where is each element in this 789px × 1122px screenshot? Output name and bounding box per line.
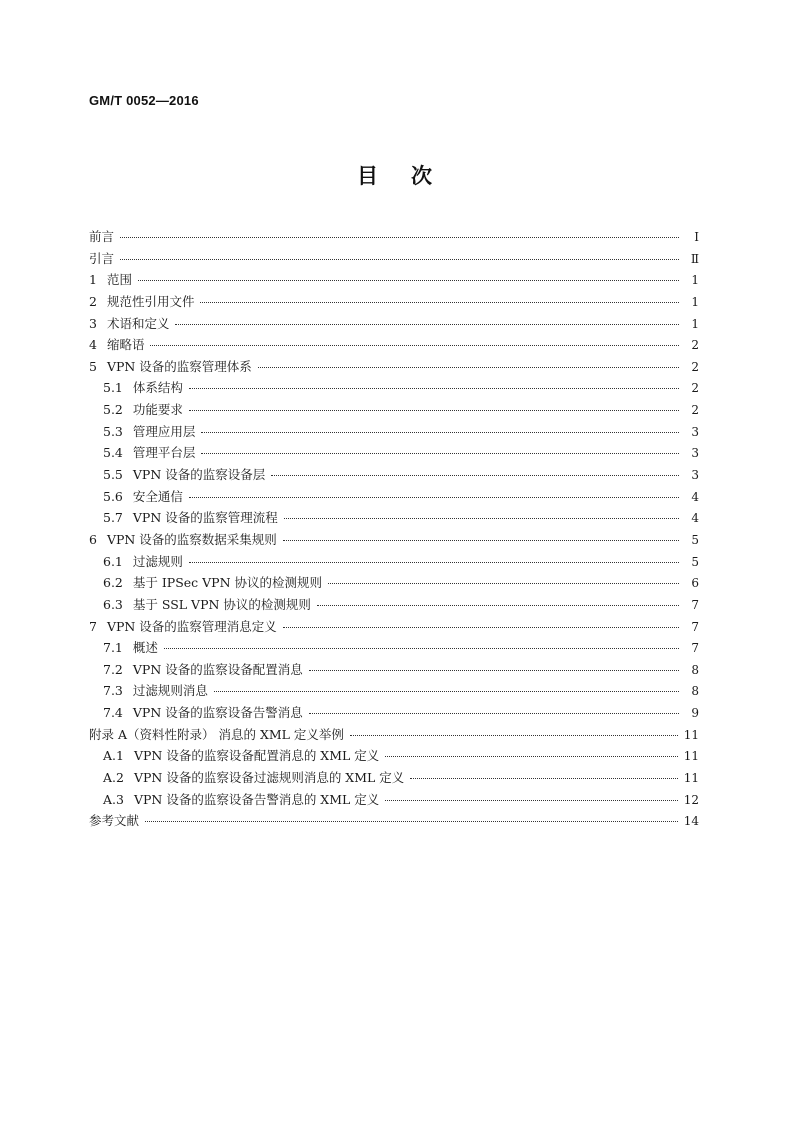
toc-entry[interactable] [89, 789, 699, 811]
toc-entry-label: VPN 设备的监察设备配置消息的 XML 定义 [133, 748, 380, 764]
toc-entry-page-number: 1 [691, 294, 699, 309]
dot-leader [328, 583, 679, 584]
toc-entry-number: 4 [89, 337, 97, 353]
toc-entry-label: 管理平台层 [132, 445, 196, 461]
toc-entry[interactable] [89, 313, 699, 335]
toc-entry-label: 安全通信 [132, 488, 183, 504]
toc-entry-number: A.1 [103, 748, 124, 764]
dot-leader [200, 302, 679, 303]
dot-leader [150, 345, 679, 346]
toc-entry[interactable] [89, 659, 699, 681]
toc-entry-page-number: 2 [691, 338, 699, 353]
dot-leader [120, 237, 679, 238]
dot-leader [385, 800, 677, 801]
toc-entry-page-number: 1 [691, 316, 699, 331]
toc-title: 目次 [357, 164, 465, 188]
toc-entry[interactable] [89, 551, 699, 573]
toc-entry-number: 5.4 [103, 445, 123, 461]
toc-entry[interactable] [89, 399, 699, 421]
toc-entry-page-number: 11 [683, 749, 699, 764]
toc-entry-page-number: 3 [691, 468, 699, 483]
toc-entry-number: 5.2 [103, 402, 123, 418]
dot-leader [283, 627, 679, 628]
toc-entry-number: A.3 [103, 791, 124, 807]
dot-leader [138, 280, 679, 281]
toc-entry[interactable] [89, 594, 699, 616]
toc-entry-label: 前言 [89, 229, 115, 244]
toc-entry[interactable] [89, 248, 699, 270]
toc-entry[interactable] [89, 421, 699, 443]
toc-entry-number: 7 [89, 618, 97, 634]
toc-entry-page-number: 11 [683, 727, 699, 742]
toc-entry-number: 5.5 [103, 467, 123, 483]
toc-entry-label: 功能要求 [132, 402, 183, 418]
toc-entry-page-number: 4 [691, 489, 699, 504]
toc-entry-label: VPN 设备的监察管理消息定义 [106, 618, 277, 634]
toc-entry-label: 规范性引用文件 [106, 293, 195, 309]
toc-entry-page-number: 3 [691, 424, 699, 439]
toc-entry-number: 7.2 [103, 661, 123, 677]
toc-entry-number: 6.3 [103, 596, 123, 612]
table-of-contents [89, 226, 699, 832]
toc-entry-page-number: 2 [691, 381, 699, 396]
toc-entry-number: 6.2 [103, 575, 123, 591]
dot-leader [284, 518, 679, 519]
toc-entry-label: 过滤规则 [132, 553, 183, 569]
toc-entry[interactable] [89, 572, 699, 594]
toc-entry-page-number: Ⅱ [690, 251, 699, 266]
dot-leader [201, 453, 679, 454]
toc-entry[interactable] [89, 767, 699, 789]
toc-entry-number: 5.6 [103, 488, 123, 504]
dot-leader [201, 432, 679, 433]
toc-entry-number: 5.1 [103, 380, 123, 396]
toc-entry-label: 体系结构 [132, 380, 183, 396]
toc-entry-page-number: 8 [691, 662, 699, 677]
toc-entry-label: 基于 SSL VPN 协议的检测规则 [132, 596, 311, 612]
toc-entry-page-number: 8 [691, 684, 699, 699]
toc-entry[interactable] [89, 680, 699, 702]
toc-entry-page-number: 4 [691, 511, 699, 526]
toc-entry-label: 缩略语 [106, 337, 145, 353]
toc-entry-number: 3 [89, 315, 97, 331]
dot-leader [120, 259, 679, 260]
toc-entry-number: 1 [89, 272, 97, 288]
toc-entry-label: VPN 设备的监察设备配置消息 [132, 661, 303, 677]
dot-leader [271, 475, 679, 476]
toc-entry[interactable] [89, 377, 699, 399]
toc-entry-number: A.2 [103, 770, 124, 786]
toc-entry-label: 过滤规则消息 [132, 683, 208, 699]
toc-entry-number: 7.1 [103, 640, 123, 656]
toc-entry[interactable] [89, 334, 699, 356]
toc-entry-page-number: 1 [691, 273, 699, 288]
toc-entry[interactable] [89, 529, 699, 551]
toc-entry-number: 2 [89, 293, 97, 309]
toc-entry-number: 5.3 [103, 423, 123, 439]
toc-entry[interactable] [89, 637, 699, 659]
dot-leader [309, 713, 679, 714]
dot-leader [309, 670, 679, 671]
toc-entry-label: VPN 设备的监察管理体系 [106, 358, 252, 374]
toc-entry[interactable] [89, 745, 699, 767]
toc-entry-page-number: 6 [691, 576, 699, 591]
dot-leader [189, 388, 679, 389]
toc-entry[interactable] [89, 702, 699, 724]
dot-leader [258, 367, 679, 368]
toc-entry[interactable] [89, 226, 699, 248]
toc-entry-label: VPN 设备的监察设备层 [132, 467, 266, 483]
toc-entry-label: 附录 A（资料性附录） 消息的 XML 定义举例 [89, 726, 344, 742]
dot-leader [350, 735, 678, 736]
dot-leader [189, 410, 679, 411]
toc-entry-label: 概述 [132, 640, 158, 656]
dot-leader [164, 648, 679, 649]
dot-leader [175, 324, 679, 325]
toc-entry-page-number: 3 [691, 446, 699, 461]
toc-entry-number: 6.1 [103, 553, 123, 569]
toc-entry-page-number: 12 [683, 792, 699, 807]
dot-leader [283, 540, 679, 541]
toc-entry-label: 术语和定义 [106, 315, 170, 331]
toc-entry[interactable] [89, 810, 699, 832]
toc-entry[interactable] [89, 486, 699, 508]
dot-leader [317, 605, 679, 606]
document-code: GM/T 0052—2016 [89, 93, 199, 108]
dot-leader [385, 756, 677, 757]
toc-entry-page-number: 2 [691, 403, 699, 418]
toc-entry-page-number: 11 [683, 771, 699, 786]
toc-entry-label: 参考文献 [89, 813, 140, 829]
toc-entry-label: VPN 设备的监察管理流程 [132, 510, 278, 526]
dot-leader [214, 691, 679, 692]
toc-entry-number: 7.4 [103, 705, 123, 721]
toc-entry[interactable] [89, 291, 699, 313]
dot-leader [189, 497, 679, 498]
toc-entry-label: VPN 设备的监察数据采集规则 [106, 531, 277, 547]
toc-entry-number: 6 [89, 531, 97, 547]
toc-entry[interactable] [89, 269, 699, 291]
toc-entry[interactable] [89, 724, 699, 746]
toc-entry-page-number: 7 [691, 619, 699, 634]
toc-entry-label: VPN 设备的监察设备告警消息的 XML 定义 [133, 791, 380, 807]
toc-entry-label: 管理应用层 [132, 423, 196, 439]
toc-entry-number: 7.3 [103, 683, 123, 699]
toc-entry-number: 5 [89, 358, 97, 374]
toc-entry-page-number: 7 [691, 641, 699, 656]
toc-entry[interactable] [89, 442, 699, 464]
toc-entry-page-number: 2 [691, 359, 699, 374]
toc-entry-page-number: 5 [691, 532, 699, 547]
toc-entry-page-number: 7 [691, 597, 699, 612]
toc-entry[interactable] [89, 356, 699, 378]
toc-entry-page-number: 5 [691, 554, 699, 569]
toc-entry-label: VPN 设备的监察设备过滤规则消息的 XML 定义 [133, 770, 405, 786]
dot-leader [145, 821, 678, 822]
toc-entry-label: 引言 [89, 250, 115, 266]
toc-entry-page-number: 9 [691, 706, 699, 721]
dot-leader [189, 562, 679, 563]
toc-entry-label: 范围 [106, 272, 132, 288]
toc-entry[interactable] [89, 464, 699, 486]
toc-entry-label: 基于 IPSec VPN 协议的检测规则 [132, 575, 322, 591]
toc-entry[interactable] [89, 616, 699, 638]
dot-leader [410, 778, 677, 779]
toc-entry-page-number: Ⅰ [694, 230, 699, 244]
toc-entry-number: 5.7 [103, 510, 123, 526]
toc-entry-page-number: 14 [683, 814, 699, 829]
toc-entry[interactable] [89, 507, 699, 529]
toc-entry-label: VPN 设备的监察设备告警消息 [132, 705, 303, 721]
